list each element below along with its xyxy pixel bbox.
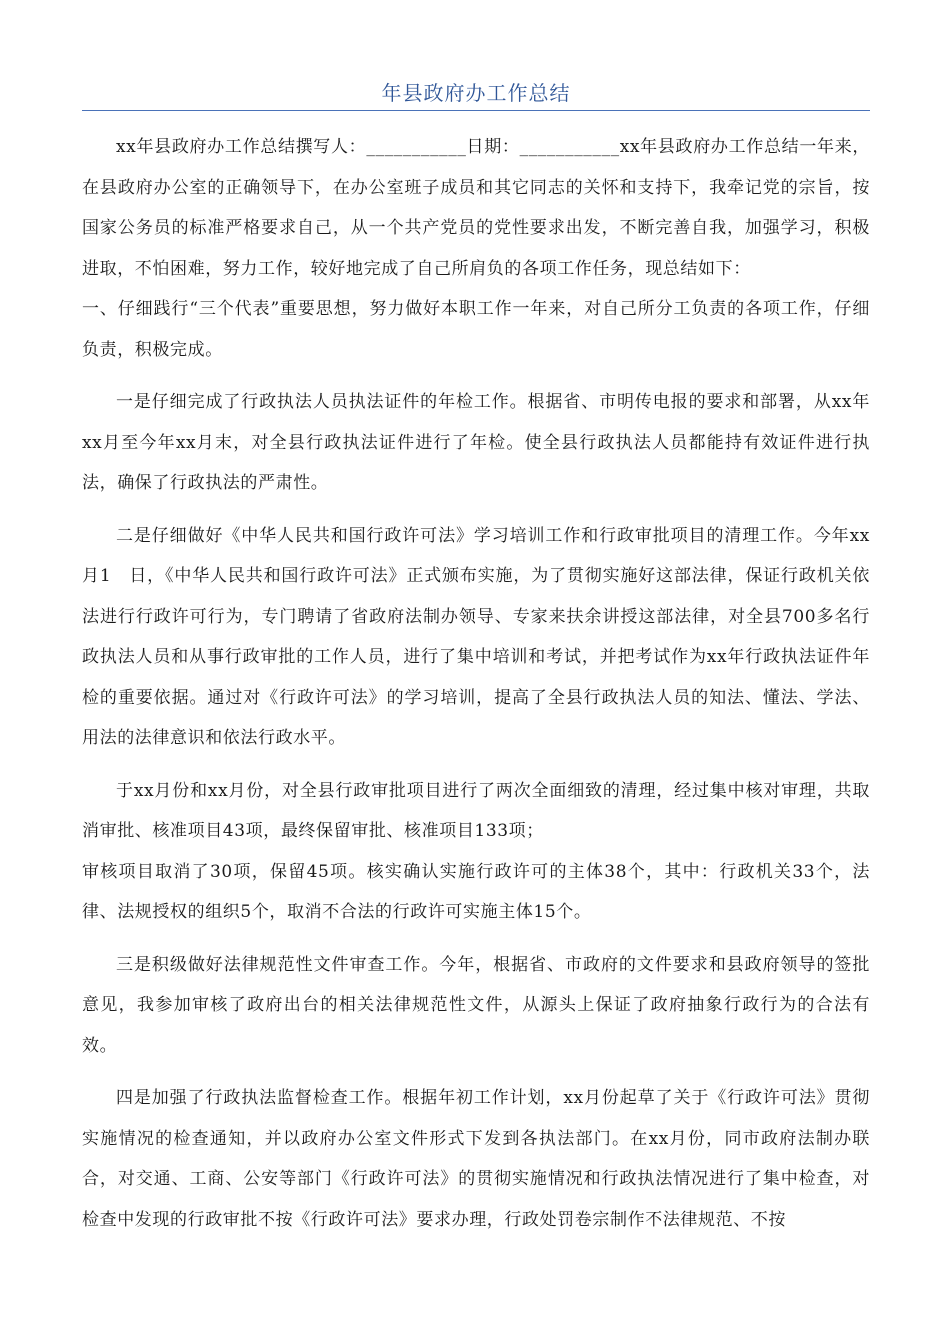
paragraph-item-two: 二是仔细做好《中华人民共和国行政许可法》学习培训工作和行政审批项目的清理工作。今年xx月1 日，《中华人民共和国行政许可法》正式颁布实施，为了贯彻实施好这部法律，保证行政机关依法进行行政许可行为，专门聘请了省政府法制办领导、专家来扶余讲授这部法律，对全县700多名行政执法人员和从事行政审批的工作人员，进行了集中培训和考试，并把考试作为xx年行政执法证件年检的重要依据。通过对《行政许可法》的学习培训，提高了全县行政执法人员的知法、懂法、学法、用法的法律意识和依法行政水平。 [82,525,870,748]
paragraph-review-counts: 于xx月份和xx月份，对全县行政审批项目进行了两次全面细致的清理，经过集中核对审理，共取消审批、核准项目43项，最终保留审批、核准项目133项； [82,780,870,841]
title-divider [82,110,870,111]
document-title: 年县政府办工作总结 [381,81,571,105]
paragraph-intro: xx年县政府办工作总结撰写人：___________日期：___________xx年县政府办工作总结一年来，在县政府办公室的正确领导下，在办公室班子成员和其它同志的关怀和支持下，我牵记党的宗旨，按国家公务员的标准严格要求自己，从一个共产党员的党性要求出发，不断完善自我，加强学习，积极进取，不怕困难，努力工作，较好地完成了自己所肩负的各项工作任务，现总结如下： [82,137,870,279]
paragraph-item-four: 四是加强了行政执法监督检查工作。根据年初工作计划，xx月份起草了关于《行政许可法》贯彻实施情况的检查通知，并以政府办公室文件形式下发到各执法部门。在xx月份，同市政府法制办联合，对交通、工商、公安等部门《行政许可法》的贯彻实施情况和行政执法情况进行了集中检查，对检查中发现的行政审批不按《行政许可法》要求办理，行政处罚卷宗制作不法律规范、不按 [82,1088,870,1230]
paragraph-item-three: 三是积级做好法律规范性文件审查工作。今年，根据省、市政府的文件要求和县政府领导的签批意见，我参加审核了政府出台的相关法律规范性文件，从源头上保证了政府抽象行政行为的合法有效。 [82,954,870,1056]
document-page [82,76,870,1240]
paragraph-review-subjects: 审核项目取消了30项，保留45项。核实确认实施行政许可的主体38个，其中：行政机关33个，法律、法规授权的组织5个，取消不合法的行政许可实施主体15个。 [82,861,870,922]
paragraph-item-one: 一是仔细完成了行政执法人员执法证件的年检工作。根据省、市明传电报的要求和部署，从xx年xx月至今年xx月末，对全县行政执法证件进行了年检。使全县行政执法人员都能持有效证件进行执法，确保了行政执法的严肃性。 [82,392,870,493]
paragraph-section-one-heading: 一、仔细践行“三个代表”重要思想，努力做好本职工作一年来，对自己所分工负责的各项工作，仔细负责，积极完成。 [82,299,870,360]
